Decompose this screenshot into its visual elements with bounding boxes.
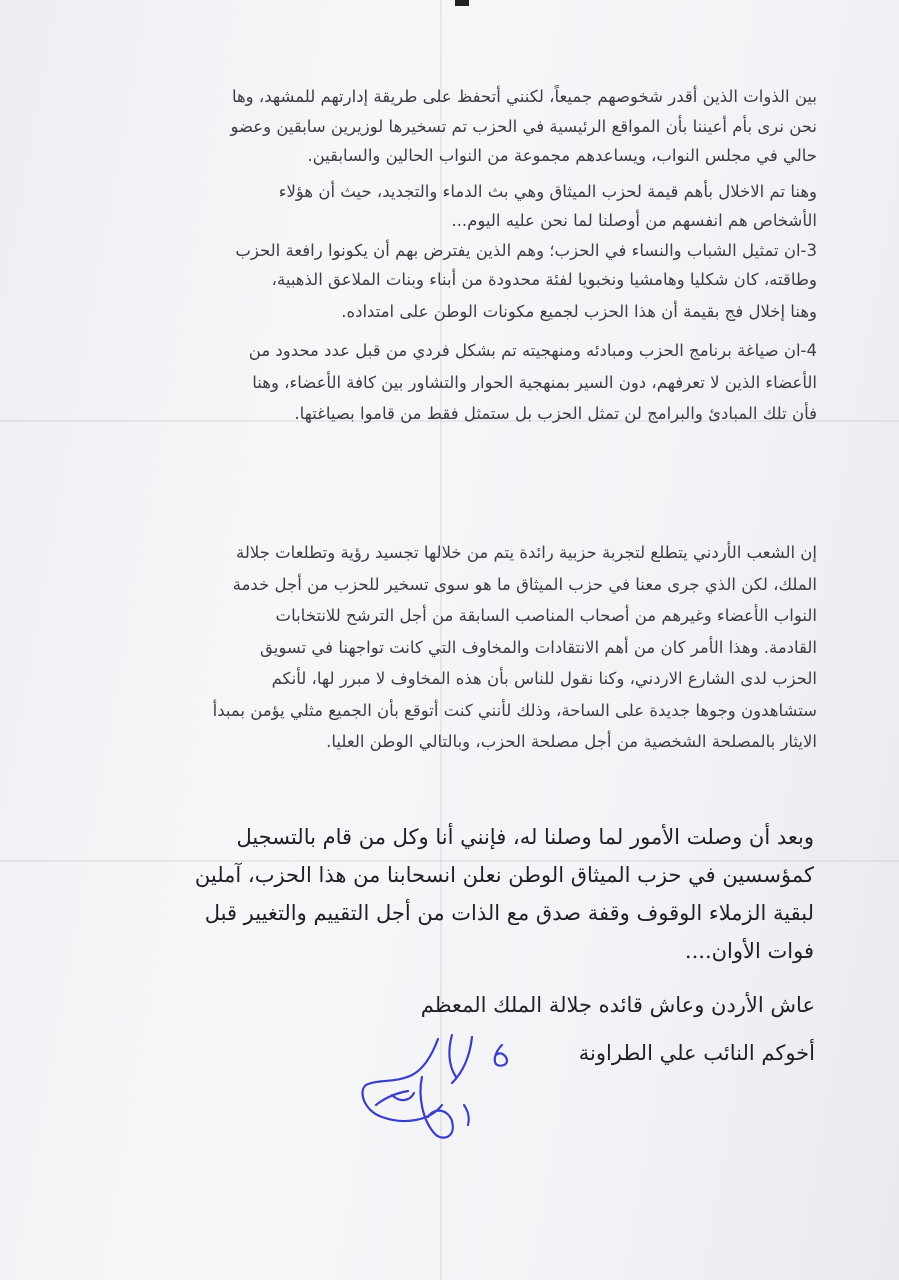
text-line: إن الشعب الأردني يتطلع لتجربة حزبية رائدة يتم من خلالها تجسيد رؤية وتطلعات جلالة bbox=[235, 543, 817, 562]
text-line: النواب الأعضاء وغيرهم من أصحاب المناصب السابقة من أجل الترشح للانتخابات bbox=[275, 606, 817, 625]
handwritten-signature-icon bbox=[352, 1025, 522, 1145]
text-line: القادمة. وهذا الأمر كان من أهم الانتقادات والمخاوف التي كانت تواجهنا في تسويق bbox=[260, 637, 817, 657]
text-line: وهنا تم الاخلال بأهم قيمة لحزب الميثاق وهي بث الدماء والتجديد، حيث أن هؤلاء bbox=[278, 181, 817, 201]
text-line: حالي في مجلس النواب، ويساعدهم مجموعة من النواب الحالين والسابقين. bbox=[307, 146, 817, 165]
staple-mark bbox=[455, 0, 469, 6]
text-line: 4-ان صياغة برنامج الحزب ومبادئه ومنهجيته تم بشكل فردي من قبل عدد محدود من bbox=[248, 341, 817, 360]
text-line: الأعضاء الذين لا تعرفهم، دون السير بمنهجية الحوار والتشاور بين كافة الأعضاء، وهنا bbox=[252, 372, 817, 392]
text-line: كمؤسسين في حزب الميثاق الوطن نعلن انسحابنا من هذا الحزب، آملين bbox=[194, 863, 814, 887]
text-line: وهنا إخلال فج بقيمة أن هذا الحزب لجميع مكونات الوطن على امتداده. bbox=[341, 301, 817, 321]
section-2-text bbox=[95, 540, 817, 755]
text-line: لبقية الزملاء الوقوف وقفة صدق مع الذات من أجل التقييم والتغيير قبل bbox=[204, 901, 814, 925]
text-line: ستشاهدون وجوها جديدة على الساحة، وذلك لأنني كنت أتوقع بأن الجميع مثلي يؤمن بمبدأ bbox=[212, 700, 817, 720]
sender-name bbox=[520, 1034, 815, 1072]
section-1-text bbox=[95, 84, 817, 427]
sender-line: أخوكم النائب علي الطراونة bbox=[578, 1041, 815, 1065]
text-line: 3-ان تمثيل الشباب والنساء في الحزب؛ وهم الذين يفترض بهم أن يكونوا رافعة الحزب bbox=[235, 240, 817, 260]
text-line: بين الذوات الذين أقدر شخوصهم جميعاً، لكنني أتحفظ على طريقة إدارتهم للمشهد، وها bbox=[231, 87, 817, 106]
text-line: الملك، لكن الذي جرى معنا في حزب الميثاق ما هو سوى تسخير للحزب من أجل خدمة bbox=[232, 574, 817, 594]
text-line: فأن تلك المبادئ والبرامج لن تمثل الحزب بل ستمثل فقط من قاموا بصياغتها. bbox=[294, 404, 817, 423]
announcement-text bbox=[130, 818, 814, 970]
text-line: نحن نرى بأم أعيننا بأن المواقع الرئيسية في الحزب تم تسخيرها لوزيرين سابقين وعضو bbox=[230, 116, 817, 136]
text-line: الحزب لدى الشارع الاردني، وكنا نقول للناس بأن هذه المخاوف لا مبرر لها، لأنكم bbox=[271, 669, 817, 688]
text-line: وبعد أن وصلت الأمور لما وصلنا له، فإنني أنا وكل من قام بالتسجيل bbox=[236, 825, 814, 849]
closing-salutation bbox=[360, 986, 815, 1024]
text-line: الايثار بالمصلحة الشخصية من أجل مصلحة الحزب، وبالتالي الوطن العليا. bbox=[326, 732, 817, 751]
text-line: فوات الأوان.... bbox=[684, 939, 814, 963]
closing-line: عاش الأردن وعاش قائده جلالة الملك المعظم bbox=[420, 993, 815, 1017]
text-line: الأشخاص هم انفسهم من أوصلنا لما نحن عليه اليوم... bbox=[451, 211, 817, 230]
text-line: وطاقته، كان شكليا وهامشيا ونخبويا لفئة محدودة من أبناء وبنات الملاعق الذهبية، bbox=[271, 270, 817, 289]
